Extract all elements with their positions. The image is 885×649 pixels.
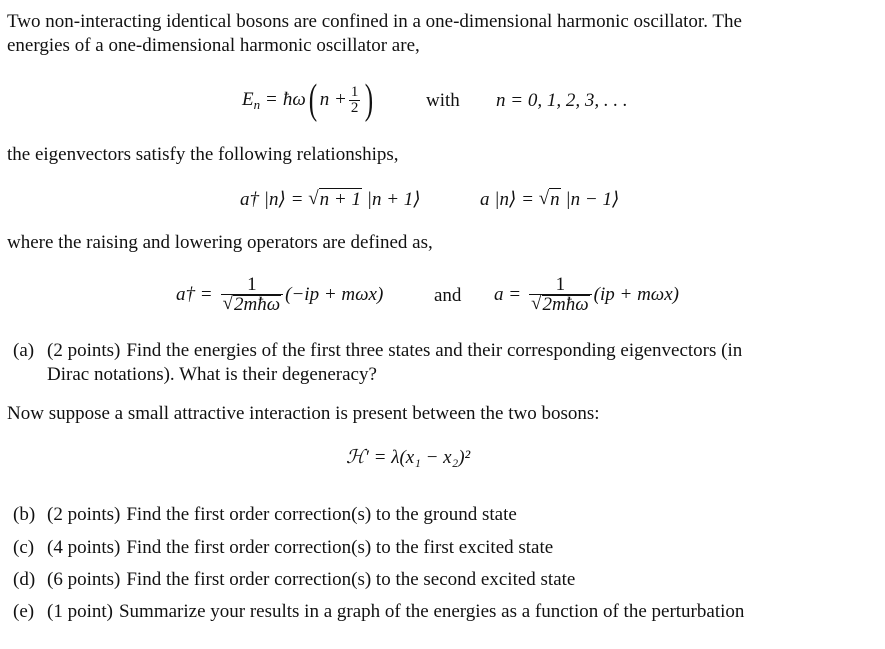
part-e-points: (1 point) [47,601,113,622]
right-paren: ) [365,77,374,123]
part-e [13,600,744,624]
radical-icon: √ [222,293,234,314]
a-fraction [529,276,592,314]
energy-hbar-omega: ħω [282,89,306,110]
a-den-radicand: 2mħω [542,294,589,315]
lowering-relation [480,186,619,212]
part-a-text-1: Find the energies of the first three states and their corresponding eigenvectors (in [126,340,743,361]
part-c [13,536,553,560]
energy-n-plus: n + [319,89,347,110]
part-c-tag: (c) [13,537,35,558]
lowering-tail: |n − 1⟩ [560,188,620,210]
radical-icon: √ [538,187,550,209]
raising-tail: |n + 1⟩ [361,188,421,210]
part-c-text: Find the first order correction(s) to the first excited state [126,537,554,558]
part-e-tag: (e) [13,601,35,622]
part-b-points: (2 points) [47,504,121,525]
raising-radicand: n + 1 [319,188,361,210]
energy-lhs: E [242,89,254,110]
operators-text: where the raising and lowering operators are defined as, [7,232,433,253]
part-a-text-2: Dirac notations). What is their degeneracy? [47,364,377,385]
lowering-sqrt [539,188,561,211]
a-frac-num: 1 [555,274,566,295]
part-b-tag: (b) [13,504,36,525]
adag-frac-num: 1 [247,274,257,295]
raising-sqrt [308,188,362,211]
raising-operator-def [176,270,383,320]
part-a-points: (2 points) [47,340,121,361]
lowering-operator-def [494,270,679,320]
part-d-points: (6 points) [47,569,121,590]
radical-icon: √ [531,293,542,314]
intro-line-1: Two non-interacting identical bosons are confined in a one-dimensional harmonic oscillator. The [7,11,742,32]
perturb-text: Now suppose a small attractive interaction is present between the two bosons: [7,403,600,424]
lowering-lhs: a |n⟩ = [480,188,539,210]
part-a-line-1 [13,339,742,363]
energy-frac-num: 1 [350,83,359,100]
adag-den-radicand: 2mħω [234,294,281,315]
energy-frac-den: 2 [350,99,359,116]
a-tail: (ip + mωx) [593,284,679,305]
part-d-text: Find the first order correction(s) to the second excited state [126,569,576,590]
raising-relation [240,186,421,212]
perturb-equation: ℋ′ = λ(x₁ − x₂)² [346,447,471,468]
energy-range: n = 0, 1, 2, 3, . . . [496,90,628,111]
part-b [13,503,517,527]
part-a-tag: (a) [13,340,35,361]
part-d-tag: (d) [13,569,36,590]
left-paren: ( [308,77,317,123]
adag-lhs: a† = [176,284,213,305]
part-d [13,568,575,592]
energy-half-fraction [349,85,361,116]
part-e-text: Summarize your results in a graph of the energies as a function of the perturbation [118,601,745,622]
energy-equals: = [266,89,277,110]
raising-lhs: a† |n⟩ = [240,188,309,210]
adag-fraction [221,276,284,314]
lowering-radicand: n [550,188,560,210]
radical-icon: √ [308,187,319,209]
adag-frac-den [221,294,284,314]
part-b-text: Find the first order correction(s) to the ground state [126,504,517,525]
a-frac-den [529,294,592,314]
part-c-points: (4 points) [47,537,121,558]
energy-with: with [426,90,460,111]
adag-tail: (−ip + mωx) [285,284,384,305]
intro-line-2: energies of a one-dimensional harmonic oscillator are, [7,35,420,56]
a-lhs: a = [494,284,522,305]
energy-equation [242,78,376,122]
eigen-text: the eigenvectors satisfy the following relationships, [7,144,399,165]
operators-and: and [434,285,462,306]
energy-lhs-sub: n [253,97,261,112]
